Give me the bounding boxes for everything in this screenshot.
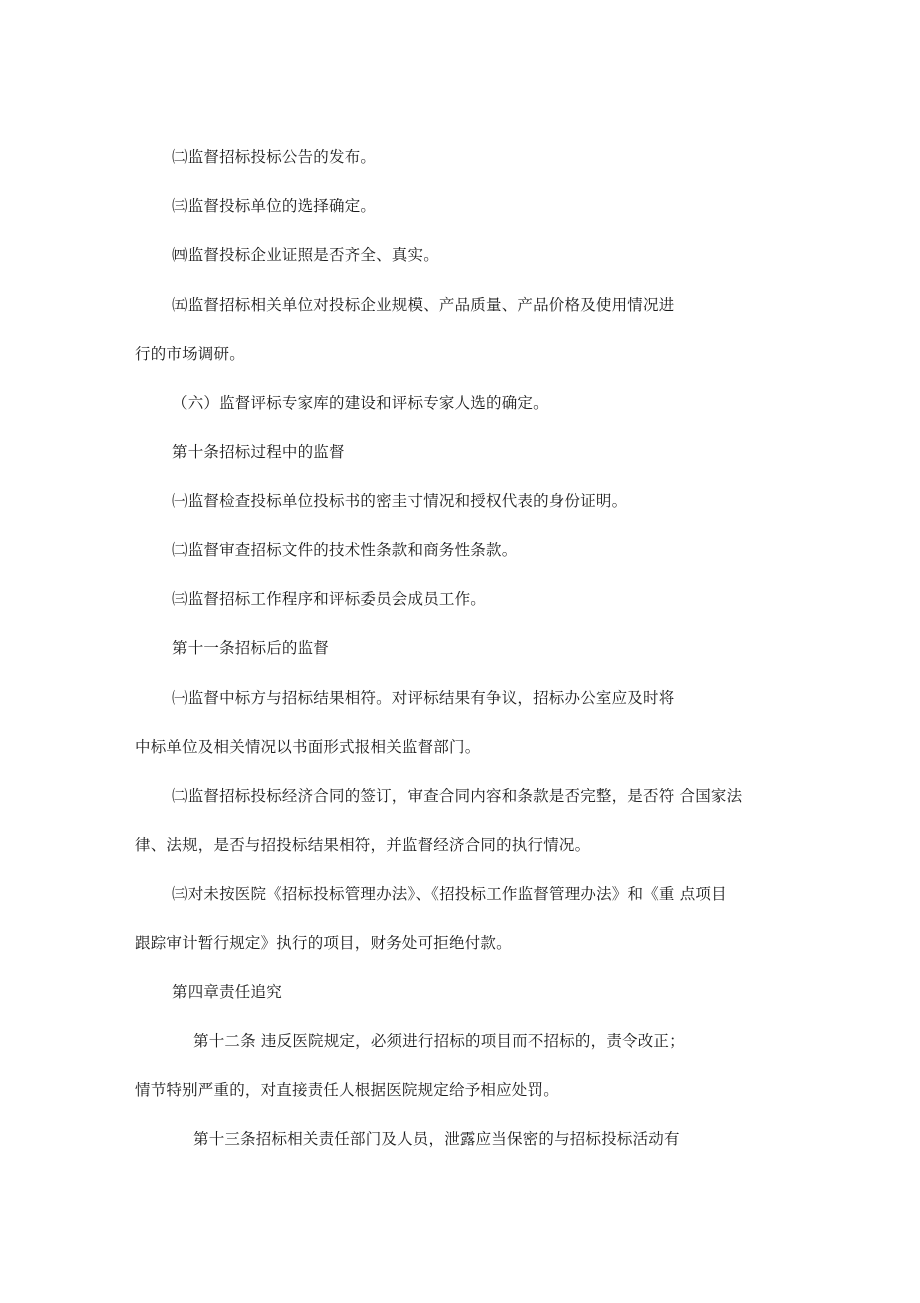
section-heading: 第十条招标过程中的监督 bbox=[172, 443, 345, 461]
paragraph-line: ㈡监督审查招标文件的技术性条款和商务性条款。 bbox=[172, 541, 518, 559]
paragraph-line: 第十二条 违反医院规定，必须进行招标的项目而不招标的，责令改正； bbox=[193, 1032, 685, 1050]
paragraph-line: ㈣监督投标企业证照是否齐全、真实。 bbox=[172, 246, 439, 264]
paragraph-line: 行的市场调研。 bbox=[135, 345, 245, 363]
paragraph-line: 跟踪审计暂行规定》执行的项目，财务处可拒绝付款。 bbox=[135, 934, 512, 952]
chapter-heading: 第四章责任追究 bbox=[172, 983, 282, 1001]
paragraph-line: 律、法规，是否与招投标结果相符，并监督经济合同的执行情况。 bbox=[135, 836, 591, 854]
paragraph-line: ㈢监督投标单位的选择确定。 bbox=[172, 197, 377, 215]
paragraph-line: 情节特别严重的，对直接责任人根据医院规定给予相应处罚。 bbox=[135, 1081, 559, 1099]
paragraph-line: ㈢监督招标工作程序和评标委员会成员工作。 bbox=[172, 590, 487, 608]
paragraph-line: ㈤监督招标相关单位对投标企业规模、产品质量、产品价格及使用情况进 bbox=[172, 296, 675, 314]
paragraph-line: ㈡监督招标投标经济合同的签订，审查合同内容和条款是否完整，是否符 合国家法 bbox=[172, 787, 743, 805]
section-heading: 第十一条招标后的监督 bbox=[172, 639, 330, 657]
paragraph-line: ㈢对未按医院《招标投标管理办法》、《招投标工作监督管理办法》和《重 点项目 bbox=[172, 885, 727, 903]
paragraph-line: ㈡监督招标投标公告的发布。 bbox=[172, 148, 377, 166]
paragraph-line: 第十三条招标相关责任部门及人员，泄露应当保密的与招标投标活动有 bbox=[193, 1130, 680, 1148]
paragraph-line: ㈠监督检查投标单位投标书的密圭寸情况和授权代表的身份证明。 bbox=[172, 492, 628, 510]
paragraph-line: 中标单位及相关情况以书面形式报相关监督部门。 bbox=[135, 738, 481, 756]
paragraph-line: （六）监督评标专家库的建设和评标专家人选的确定。 bbox=[172, 394, 549, 412]
paragraph-line: ㈠监督中标方与招标结果相符。对评标结果有争议，招标办公室应及时将 bbox=[172, 689, 675, 707]
